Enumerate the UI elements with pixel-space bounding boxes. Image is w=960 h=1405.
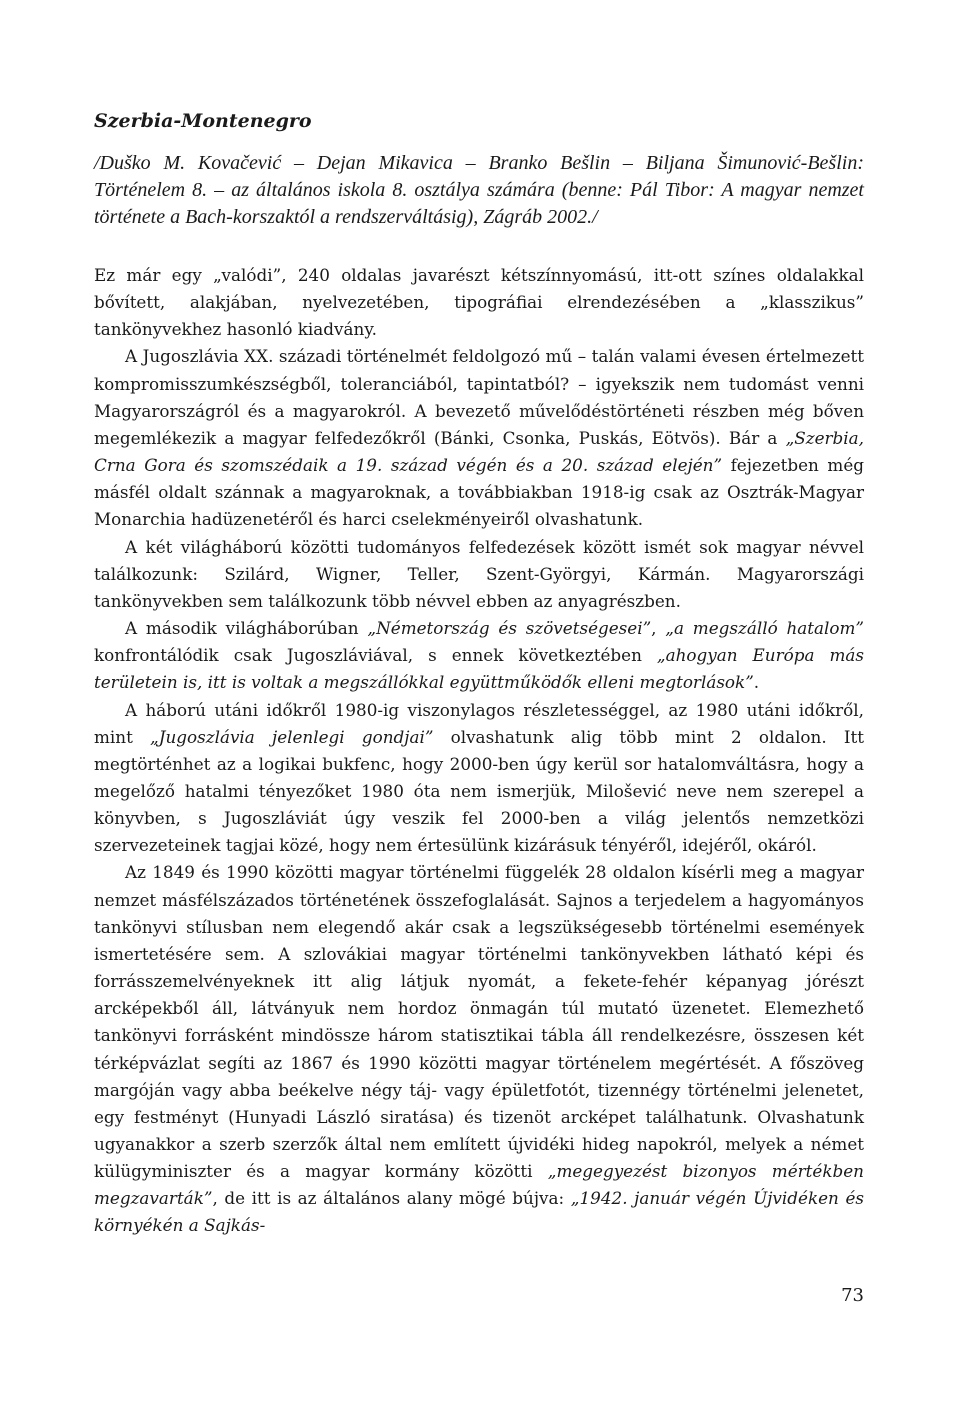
- review-body: [94, 262, 864, 1240]
- quoted-chapter-title: „Szerbia, Crna Gora és szomszédaik a 19. század végén és a 20. század elején”: [94, 427, 864, 476]
- document-page: [94, 0, 864, 1405]
- book-citation: /Duško M. Kovačević – Dejan Mikavica – Branko Bešlin – Biljana Šimunović-Bešlin: Történelem 8. – az általános iskola 8. osztálya számára (benne: Pál Tibor: A magyar nemzet története a Bach-korszaktól a rendszerváltásig), Zágráb 2002./: [94, 152, 864, 228]
- paragraph-text: Ez már egy „valódi”, 240 oldalas javarészt kétszínnyomású, itt-ott színes oldalakkal bővített, alakjában, nyelvezetében, tipográfiai elrendezésében a „klasszikus” tankönyvekhez hasonló kiadvány.: [94, 265, 864, 340]
- paragraph-text: A két világháború közötti tudományos felfedezések között ismét sok magyar névvel találkozunk: Szilárd, Wigner, Teller, Szent-Györgyi, Kármán. Magyarországi tankönyvekben sem találkozunk több névvel ebben az anyagrészben.: [94, 536, 864, 611]
- quotation: „megegyezést bizonyos mértékben megzavarták”: [94, 1161, 864, 1209]
- paragraph-5: [94, 697, 864, 860]
- paragraph-text: Az 1849 és 1990 közötti magyar történelmi függelék 28 oldalon kísérli meg a magyar nemzet másfélszázados történetének összefoglalását. Sajnos a terjedelem a hagyományos tankönyvi stílusban nem elegendő akár csak a legszükségesebb történelmi események ismertetésére sem. A szlovákiai magyar történelmi tankönyvekben látható képi és forrásszemelvényeknek itt alig látjuk nyomát, a fekete-fehér képanyag jórészt arcképekből áll, látványuk nem hordoz önmagán túl mutató üzenetet. Elemezhető tankönyvi forrásként mindössze három statisztikai tábla áll rendelkezésre, összesen két térképvázlat segíti az 1867 és 1990 közötti magyar történelem megértését. A főszöveg margóján vagy abba beékelve négy táj- vagy épületfotót, tizennégy történelmi jelenetet, egy festményt (Hunyadi László siratása) és tizenöt arcképet találhatunk. Olvashatunk ugyanakkor a szerb szerzők által nem említett újvidéki hideg napokról, melyek a német külügyminiszter és a magyar kormány közötti: [94, 862, 864, 1182]
- page-number: 73: [841, 1285, 864, 1306]
- paragraph-text: ,: [651, 618, 666, 639]
- quotation: „a megszálló hatalom”: [665, 618, 864, 639]
- paragraph-text: A Jugoszlávia XX. századi történelmét feldolgozó mű – talán valami évesen értelmezett kompromisszumkészségből, toleranciából, tapintatból? – igyekszik nem tudomást venni Magyarországról és a magyarokról. A bevezető művelődéstörténeti részben még bőven megemlékezik a magyar felfedezőkről (Bánki, Csonka, Puskás, Eötvös). Bár a: [94, 346, 864, 448]
- paragraph-6: [94, 859, 864, 1239]
- paragraph-text: A második világháborúban: [125, 618, 368, 639]
- paragraph-1: [94, 262, 864, 343]
- paragraph-2: [94, 343, 864, 533]
- paragraph-3: [94, 534, 864, 615]
- paragraph-4: [94, 615, 864, 696]
- paragraph-text: , de itt is az általános alany mögé bújva:: [212, 1188, 571, 1209]
- quotation: „1942. január végén Újvidéken és környékén a Sajkás-: [94, 1188, 864, 1236]
- quotation: „Jugoszlávia jelenlegi gondjai”: [150, 726, 434, 747]
- quotation: „ahogyan Európa más területein is, itt is voltak a megszállókkal együttműködők elleni megtorlások”: [94, 645, 864, 693]
- paragraph-text: A háború utáni időkről 1980-ig viszonylagos részletességgel, az 1980 utáni időkről, mint: [94, 699, 864, 747]
- paragraph-text: olvashatunk alig több mint 2 oldalon. Itt megtörténhet az a logikai bukfenc, hogy 2000-ben úgy kerül sor hatalomváltásra, hogy a megelőző hatalmi tényezőket 1980 óta nem ismerjük, Milošević neve nem szerepel a könyvben, s Jugoszláviát úgy veszik fel 2000-ben a világ jelentős nemzetközi szervezeteinek tagjai közé, hogy nem értesülünk kizárásuk tényéről, idejéről, okáról.: [94, 726, 865, 856]
- quotation: „Németország és szövetségesei”: [367, 618, 652, 639]
- section-title: Szerbia-Montenegro: [94, 110, 312, 132]
- paragraph-text: .: [753, 672, 760, 693]
- paragraph-text: konfrontálódik csak Jugoszláviával, s ennek következtében: [94, 645, 657, 666]
- paragraph-text: fejezetben még másfél oldalt szánnak a magyaroknak, a továbbiakban 1918-ig csak az Osztrák-Magyar Monarchia hadüzenetéről és harci cselekményeiről olvashatunk.: [94, 455, 864, 530]
